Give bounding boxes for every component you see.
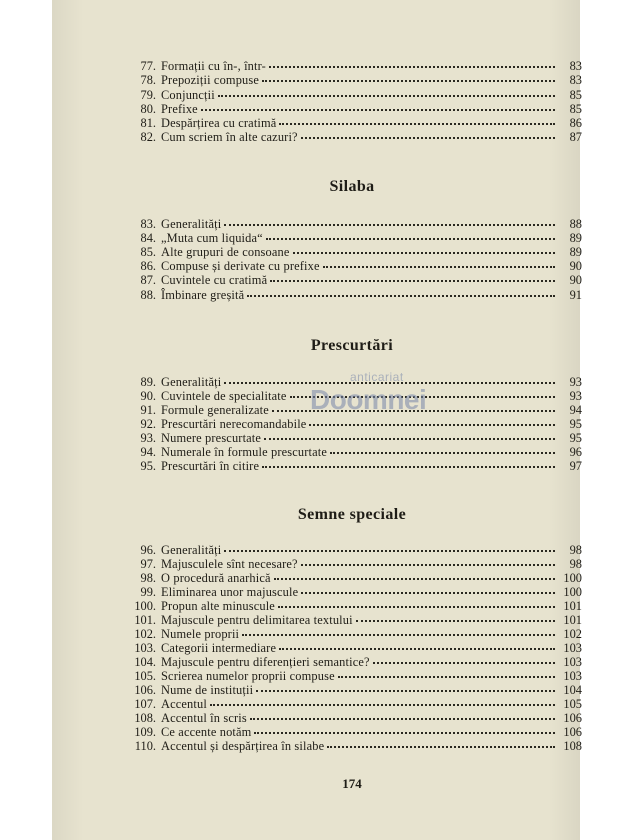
watermark-logo (310, 370, 470, 430)
toc-entry: 77. Formații cu în-, într- 83 (140, 59, 582, 73)
toc-entry: 103. Categorii intermediare 103 (134, 641, 582, 655)
dot-leader (262, 466, 555, 468)
dot-leader (201, 109, 555, 111)
dot-leader (274, 578, 555, 580)
toc-entry: 91. Formule generalizate 94 (140, 403, 582, 417)
toc-entry: 89. Generalități 93 (140, 375, 582, 389)
dot-leader (269, 66, 555, 68)
toc-entry: 105. Scrierea numelor proprii compuse 103 (134, 669, 582, 683)
toc-entry: 110. Accentul și despărțirea în silabe 108 (134, 739, 582, 753)
toc-entry: 87. Cuvintele cu cratimă 90 (140, 273, 582, 287)
dot-leader (301, 564, 555, 566)
toc-entry: 84. „Muta cum liquida“ 89 (140, 231, 582, 245)
toc-entry: 101. Majuscule pentru delimitarea textului 101 (134, 613, 582, 627)
dot-leader (210, 704, 555, 706)
section-heading: Prescurtări (310, 337, 394, 354)
toc-entry: 102. Numele proprii 102 (134, 627, 582, 641)
toc-entry: 80. Prefixe 85 (140, 102, 582, 116)
dot-leader (270, 280, 555, 282)
toc-entry: 98. O procedură anarhică 100 (140, 571, 582, 585)
page-number: 174 (342, 776, 362, 791)
dot-leader (264, 438, 555, 440)
toc-entry: 85. Alte grupuri de consoane 89 (140, 245, 582, 259)
toc-entry: 99. Eliminarea unor majuscule 100 (140, 585, 582, 599)
toc-entry: 107. Accentul 105 (134, 697, 582, 711)
dot-leader (338, 676, 555, 678)
dot-leader (262, 80, 555, 82)
toc-entry: 108. Accentul în scris 106 (134, 711, 582, 725)
toc-entry: 81. Despărțirea cu cratimă 86 (140, 116, 582, 130)
section-heading: Semne speciale (297, 506, 407, 523)
dot-leader (247, 295, 555, 297)
dot-leader (279, 648, 555, 650)
toc-entry: 97. Majusculele sînt necesare? 98 (140, 557, 582, 571)
dot-leader (323, 266, 555, 268)
toc-entry: 109. Ce accente notăm 106 (134, 725, 582, 739)
dot-leader (293, 252, 556, 254)
dot-leader (279, 123, 555, 125)
toc-entry: 96. Generalități 98 (140, 543, 582, 557)
dot-leader (242, 634, 555, 636)
dot-leader (254, 732, 555, 734)
toc-entry: 106. Nume de instituții 104 (134, 683, 582, 697)
toc-entry: 90. Cuvintele de specialitate 93 (140, 389, 582, 403)
dot-leader (330, 452, 555, 454)
toc-entry: 100. Propun alte minuscule 101 (134, 599, 582, 613)
dot-leader (224, 550, 555, 552)
dot-leader (327, 746, 555, 748)
toc-entry: 78. Prepoziții compuse 83 (140, 73, 582, 87)
dot-leader (250, 718, 555, 720)
dot-leader (301, 592, 555, 594)
section-heading: Silaba (329, 178, 375, 195)
dot-leader (256, 690, 555, 692)
book-page (52, 0, 580, 840)
toc-entry: 82. Cum scriem în alte cazuri? 87 (140, 130, 582, 144)
toc-entry: 88. Îmbinare greșită 91 (140, 288, 582, 302)
dot-leader (218, 95, 555, 97)
dot-leader (301, 137, 555, 139)
dot-leader (373, 662, 555, 664)
toc-entry: 83. Generalități 88 (140, 217, 582, 231)
toc-entry: 104. Majuscule pentru diferențieri semantice? 103 (134, 655, 582, 669)
dot-leader (356, 620, 555, 622)
toc-entry: 79. Conjuncții 85 (140, 88, 582, 102)
watermark-small-text: anticariat (350, 370, 404, 384)
dot-leader (266, 238, 555, 240)
toc-entry: 86. Compuse și derivate cu prefixe 90 (140, 259, 582, 273)
dot-leader (278, 606, 555, 608)
dot-leader (224, 224, 555, 226)
toc-entry: 93. Numere prescurtate 95 (140, 431, 582, 445)
toc-entry: 95. Prescurtări în citire 97 (140, 459, 582, 473)
toc-entry: 92. Prescurtări nerecomandabile 95 (140, 417, 582, 431)
toc-entry: 94. Numerale în formule prescurtate 96 (140, 445, 582, 459)
watermark-main-text: Doomnei (310, 384, 427, 415)
